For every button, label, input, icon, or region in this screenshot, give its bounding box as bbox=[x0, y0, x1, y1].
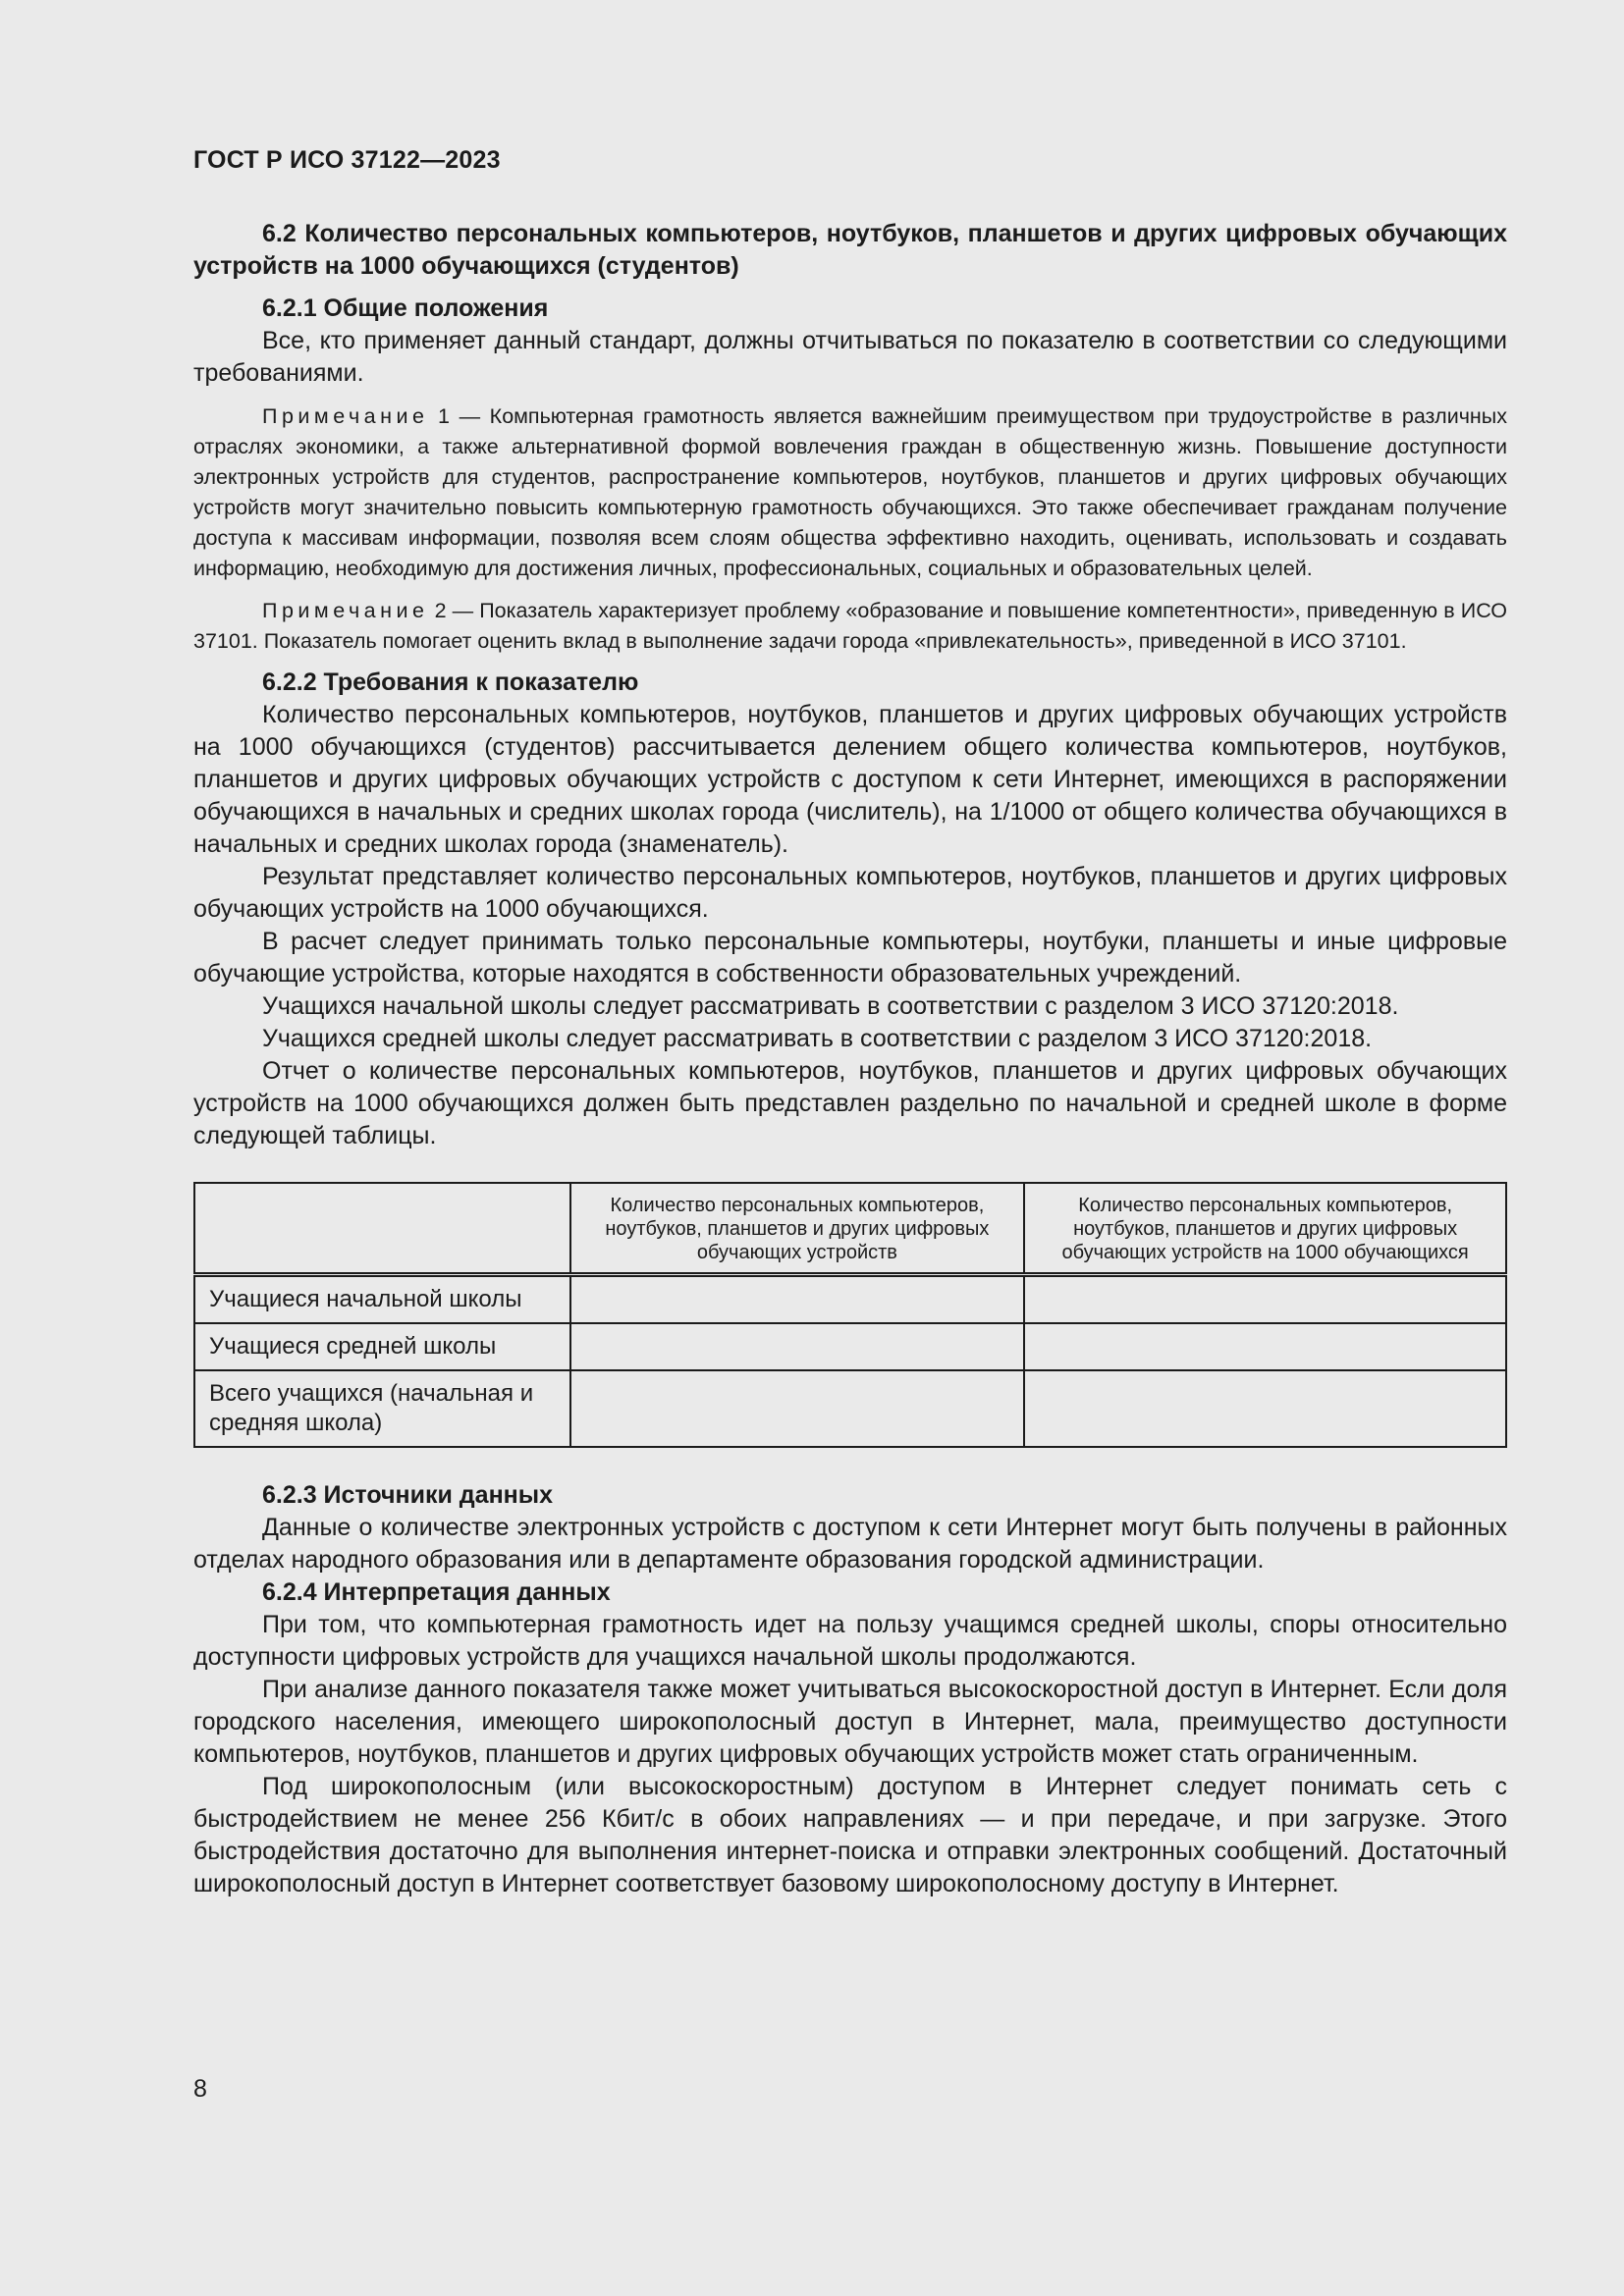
paragraph: При анализе данного показателя также может учитываться высокоскоростной доступ в Интернет. Если доля городского населения, имеющего широкополосный доступ в Интернет, мала, преимущество доступности компьютеров, ноутбуков, планшетов и других цифровых обучающих устройств может стать ограниченным. bbox=[193, 1676, 1507, 1768]
table-cell bbox=[1024, 1323, 1506, 1370]
note-label: Примечание bbox=[262, 599, 429, 622]
subsection-title-general: 6.2.1 Общие положения bbox=[262, 294, 549, 322]
table-cell bbox=[1024, 1275, 1506, 1324]
standard-header: ГОСТ Р ИСО 37122—2023 bbox=[193, 146, 501, 174]
page-number: 8 bbox=[193, 2075, 207, 2103]
paragraph: Отчет о количестве персональных компьютеров, ноутбуков, планшетов и других цифровых обучающих устройств на 1000 обучающихся должен быть представлен раздельно по начальной и средней школе в форме следующей таблицы. bbox=[193, 1057, 1507, 1149]
paragraph: Учащихся средней школы следует рассматривать в соответствии с разделом 3 ИСО 37120:2018. bbox=[262, 1025, 1373, 1052]
table-cell bbox=[570, 1323, 1025, 1370]
table-cell bbox=[1024, 1370, 1506, 1447]
table-cell-label: Всего учащихся (начальная и средняя школа) bbox=[194, 1370, 570, 1447]
table-header-cell: Количество персональных компьютеров, ноутбуков, планшетов и других цифровых обучающих устройств на 1000 обучающихся bbox=[1024, 1183, 1506, 1275]
note-text: 2 — Показатель характеризует проблему «образование и повышение компетентности», приведенную в ИСО 37101. Показатель помогает оценить вклад в выполнение задачи города «привлекательность», приведенной в ИСО 37101. bbox=[193, 599, 1507, 653]
paragraph: Все, кто применяет данный стандарт, должны отчитываться по показателю в соответствии со следующими требованиями. bbox=[193, 327, 1507, 387]
subsection-title-requirements: 6.2.2 Требования к показателю bbox=[262, 668, 639, 696]
table-header-cell bbox=[194, 1183, 570, 1275]
report-table bbox=[193, 1182, 1507, 1448]
paragraph: При том, что компьютерная грамотность идет на пользу учащимся средней школы, споры относительно доступности цифровых устройств для учащихся начальной школы продолжаются. bbox=[193, 1611, 1507, 1671]
document-page bbox=[193, 145, 1507, 1900]
table-header-cell: Количество персональных компьютеров, ноутбуков, планшетов и других цифровых обучающих устройств bbox=[570, 1183, 1025, 1275]
paragraph: В расчет следует принимать только персональные компьютеры, ноутбуки, планшеты и иные цифровые обучающие устройства, которые находятся в собственности образовательных учреждений. bbox=[193, 928, 1507, 988]
table-header-row bbox=[194, 1183, 1506, 1275]
table-cell bbox=[570, 1275, 1025, 1324]
subsection-title-sources: 6.2.3 Источники данных bbox=[262, 1481, 554, 1509]
table-cell bbox=[570, 1370, 1025, 1447]
paragraph: Под широкополосным (или высокоскоростным) доступом в Интернет следует понимать сеть с быстродействием не менее 256 Кбит/с в обоих направлениях — и при передаче, и при загрузке. Этого быстродействия достаточно для выполнения интернет-поиска и отправки электронных сообщений. Достаточный широкополосный доступ в Интернет соответствует базовому широкополосному доступу в Интернет. bbox=[193, 1773, 1507, 1897]
paragraph: Количество персональных компьютеров, ноутбуков, планшетов и других цифровых обучающих устройств на 1000 обучающихся (студентов) рассчитывается делением общего количества компьютеров, ноутбуков, планшетов и других цифровых обучающих устройств с доступом к сети Интернет, имеющихся в распоряжении обучающихся в начальных и средних школах города (числитель), на 1/1000 от общего количества обучающихся в начальных и средних школах города (знаменатель). bbox=[193, 701, 1507, 858]
note-text: 1 — Компьютерная грамотность является важнейшим преимуществом при трудоустройстве в различных отраслях экономики, а также альтернативной формой вовлечения граждан в общественную жизнь. Повышение доступности электронных устройств для студентов, распространение компьютеров, ноутбуков, планшетов и других цифровых обучающих устройств могут значительно повысить компьютерную грамотность обучающихся. Это также обеспечивает гражданам получение доступа к массивам информации, позволяя всем слоям общества эффективно находить, оценивать, использовать и создавать информацию, необходимую для достижения личных, профессиональных, социальных и образовательных целей. bbox=[193, 404, 1507, 580]
table-cell-label: Учащиеся средней школы bbox=[194, 1323, 570, 1370]
paragraph: Учащихся начальной школы следует рассматривать в соответствии с разделом 3 ИСО 37120:2018. bbox=[262, 992, 1399, 1020]
table-row bbox=[194, 1323, 1506, 1370]
paragraph: Данные о количестве электронных устройств с доступом к сети Интернет могут быть получены в районных отделах народного образования или в департаменте образования городской администрации. bbox=[193, 1514, 1507, 1574]
paragraph: Результат представляет количество персональных компьютеров, ноутбуков, планшетов и других цифровых обучающих устройств на 1000 обучающихся. bbox=[193, 863, 1507, 923]
note-label: Примечание bbox=[262, 404, 429, 428]
table-row bbox=[194, 1370, 1506, 1447]
section-title: 6.2 Количество персональных компьютеров, ноутбуков, планшетов и других цифровых обучающих устройств на 1000 обучающихся (студентов) bbox=[193, 220, 1507, 280]
table-row bbox=[194, 1275, 1506, 1324]
note-2 bbox=[193, 596, 1507, 657]
note-1 bbox=[193, 401, 1507, 584]
table-cell-label: Учащиеся начальной школы bbox=[194, 1275, 570, 1324]
subsection-title-interpretation: 6.2.4 Интерпретация данных bbox=[262, 1578, 611, 1606]
